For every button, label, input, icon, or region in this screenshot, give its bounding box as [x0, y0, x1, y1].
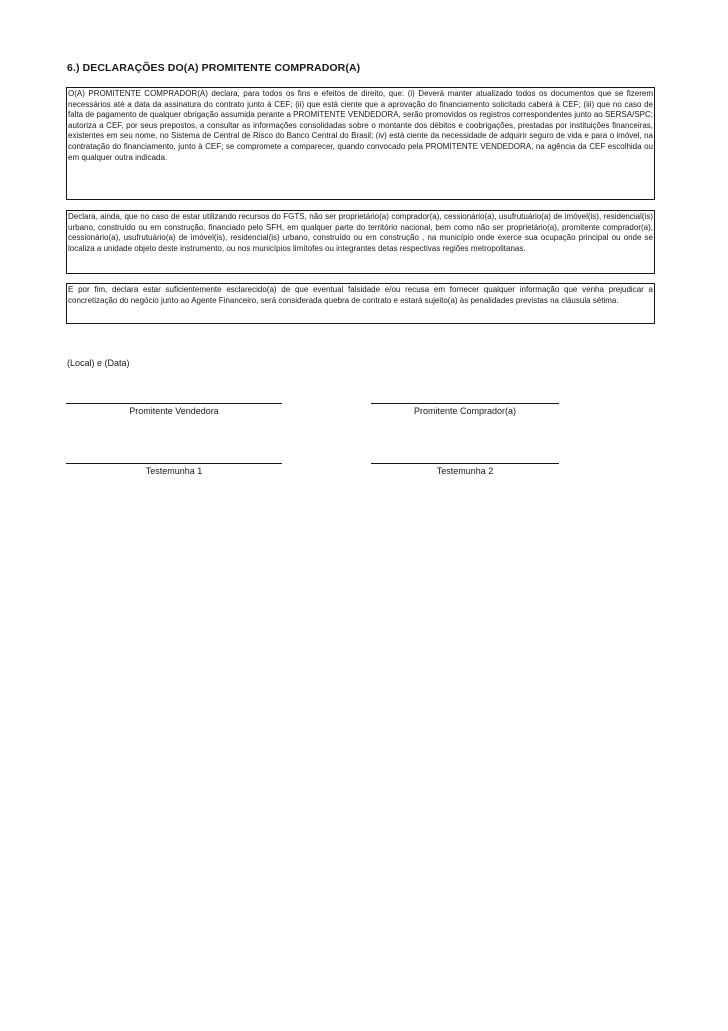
buyer-signature-line: [371, 403, 559, 416]
declaration-box-1: [66, 87, 655, 200]
seller-signature-label: Promitente Vendedora: [129, 406, 219, 416]
place-date-label: (Local) e (Data): [67, 358, 130, 368]
buyer-signature-label: Promitente Comprador(a): [413, 406, 517, 416]
witness1-signature-label: Testemunha 1: [145, 466, 203, 476]
declaration-box-2: [66, 210, 655, 274]
section-title: 6.) DECLARAÇÕES DO(A) PROMITENTE COMPRADOR(A): [67, 62, 361, 74]
witness2-signature-label: Testemunha 2: [436, 466, 494, 476]
seller-signature-line: [66, 403, 282, 416]
declaration-paragraph-1: O(A) PROMITENTE COMPRADOR(A) declara, para todos os fins e efeitos de direito, que: (i) Deverá manter atualizado todos os documentos que se fizerem necessários até a data da assinatura do contrato junto à CEF; (ii) que está ciente que a aprovação do financiamento solicitado caberá à CEF; (iii) que no caso de falta de pagamento de qualquer obrigação assumida perante a PROMITENTE VENDEDORA, serão promovidos os registros correspondentes junto ao SERSA/SPC; autoriza a CEF, por seus prepostos, a consultar as informações consolidadas sobre o montante dos débitos e coobrigações, prestadas por instituições financeiras, existentes em seu nome, no Sistema de Central de Risco do Banco Central do Brasil; (iv) está ciente da necessidade de adquirir seguro de vida e para o imóvel, na contratação do financiamento, junto à CEF; se compromete a comparecer, quando convocado pela PROMITENTE VENDEDORA, na agência da CEF escolhida ou em qualquer outra indicada.: [68, 89, 653, 162]
declaration-paragraph-3: E por fim, declara estar suficientemente esclarecido(a) de que eventual falsidade e/ou recusa em fornecer qualquer informação que venha prejudicar a concretização do negócio junto ao Agente Financeiro, será considerada quebra de contrato e estará sujeito(a) às penalidades previstas na cláusula sétima.: [68, 285, 653, 305]
declaration-paragraph-2: Declara, ainda, que no caso de estar utilizando recursos do FGTS, não ser proprietário(a) comprador(a), cessionário(a), usufrutuário(a) de imóvel(is), residencial(is) urbano, construído ou em construção, financiado pelo SFH, em qualquer parte do território nacional, bem como não ser proprietário(a), promitente comprador(a), cessionário(a), usufrutuário(a) de imóvel(is), residencial(is) urbano, construído ou em construção , na município onde exerce sua ocupação principal ou onde se localiza a unidade objeto deste instrumento, ou nos municípios limítofes ou integrantes detas respectivas regiões metropolitanas.: [68, 212, 653, 253]
witness2-signature-line: [371, 463, 559, 476]
witness1-signature-line: [66, 463, 282, 476]
declaration-box-3: [66, 283, 655, 324]
